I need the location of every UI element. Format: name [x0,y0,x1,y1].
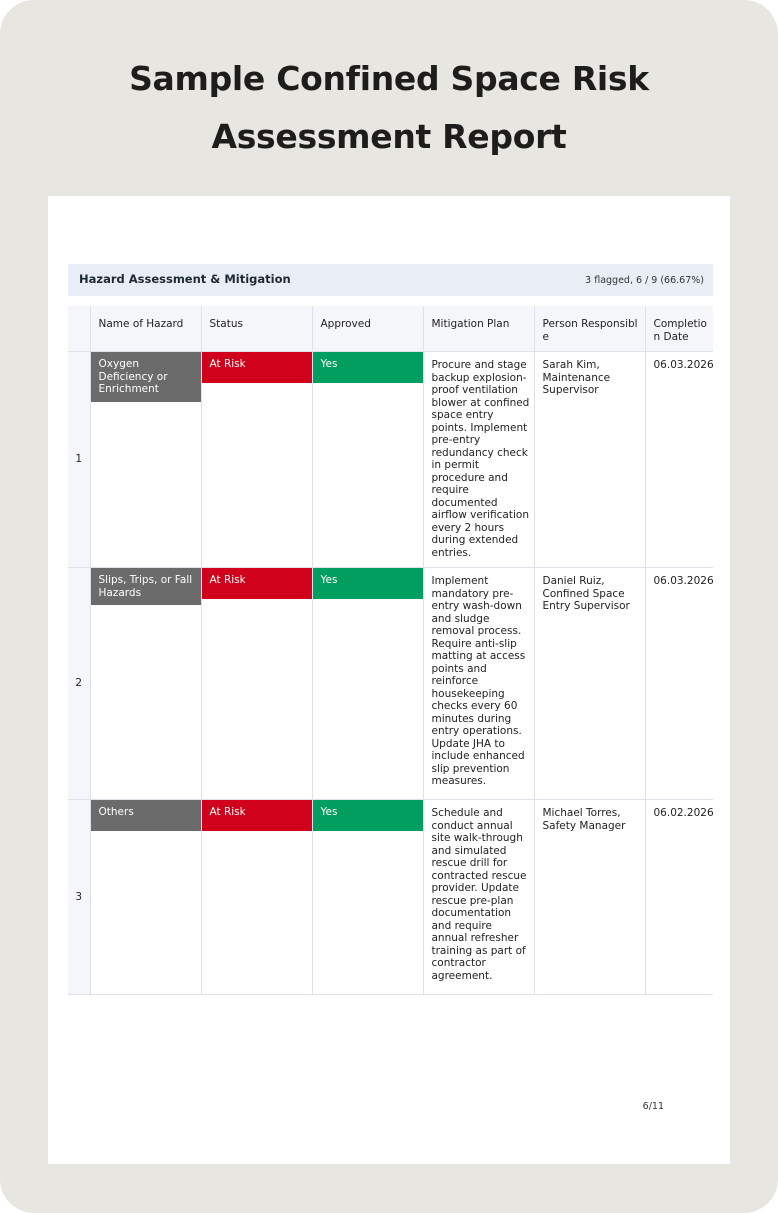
column-header-status: Status [201,306,312,352]
table-row [68,352,713,568]
table-row [68,800,713,995]
hazard-chip: Slips, Trips, or Fall Hazards [91,568,201,605]
mitigation-cell [423,352,534,568]
status-badge: At Risk [202,352,312,383]
person-cell [534,568,645,800]
table-header-row [68,306,713,352]
person-cell [534,800,645,995]
status-badge: At Risk [202,568,312,599]
person-text: Sarah Kim, Maintenance Supervisor [542,359,611,396]
column-header-date: Completion Date [645,306,713,352]
table-row [68,568,713,800]
hazard-chip: Oxygen Deficiency or Enrichment [91,352,201,402]
row-index: 3 [68,800,90,995]
person-text: Daniel Ruiz, Confined Space Entry Supervisor [542,575,630,612]
page-title-line-1: Sample Confined Space Risk [129,59,649,98]
mitigation-text: Schedule and conduct annual site walk-through and simulated rescue drill for contracted rescue provider. Update rescue pre-plan documentation and require annual refresher training as part of contractor agreement. [431,807,527,982]
column-header-hazard: Name of Hazard [90,306,201,352]
approved-badge: Yes [313,352,423,383]
hazard-cell [90,352,201,568]
column-header-mitigation: Mitigation Plan [423,306,534,352]
hazard-cell [90,568,201,800]
approved-cell [312,800,423,995]
person-text: Michael Torres, Safety Manager [542,807,626,832]
approved-cell [312,568,423,800]
hazard-table [68,306,713,995]
row-index: 1 [68,352,90,568]
section-summary: 3 flagged, 6 / 9 (66.67%) [585,275,704,286]
mitigation-text: Procure and stage backup explosion-proof ventilation blower at confined space entry points. Implement pre-entry redundancy check in permit procedure and require documented airflow verification every 2 hours during extended entries. [431,359,530,559]
section-title: Hazard Assessment & Mitigation [79,272,291,286]
status-cell [201,800,312,995]
page-title-line-2: Assessment Report [211,117,567,156]
date-text: 06.03.2026 [653,575,714,587]
date-cell [645,568,713,800]
row-index: 2 [68,568,90,800]
approved-badge: Yes [313,568,423,599]
date-text: 06.02.2026 [653,807,714,819]
approved-badge: Yes [313,800,423,831]
person-cell [534,352,645,568]
hazard-chip: Others [91,800,201,831]
page-number: 6/11 [642,1101,664,1112]
mitigation-text: Implement mandatory pre-entry wash-down and sludge removal process. Require anti-slip matting at access points and reinforce housekeeping checks every 60 minutes during entry operations. Update JHA to include enhanced slip prevention measures. [431,575,526,787]
column-header-approved: Approved [312,306,423,352]
date-cell [645,800,713,995]
index-header [68,306,90,352]
report-page [48,196,730,1164]
status-cell [201,568,312,800]
page-title [0,50,778,166]
mitigation-cell [423,568,534,800]
date-text: 06.03.2026 [653,359,714,371]
status-badge: At Risk [202,800,312,831]
status-cell [201,352,312,568]
approved-cell [312,352,423,568]
section-header [68,264,713,296]
date-cell [645,352,713,568]
mitigation-cell [423,800,534,995]
column-header-person: Person Responsible [534,306,645,352]
hazard-cell [90,800,201,995]
